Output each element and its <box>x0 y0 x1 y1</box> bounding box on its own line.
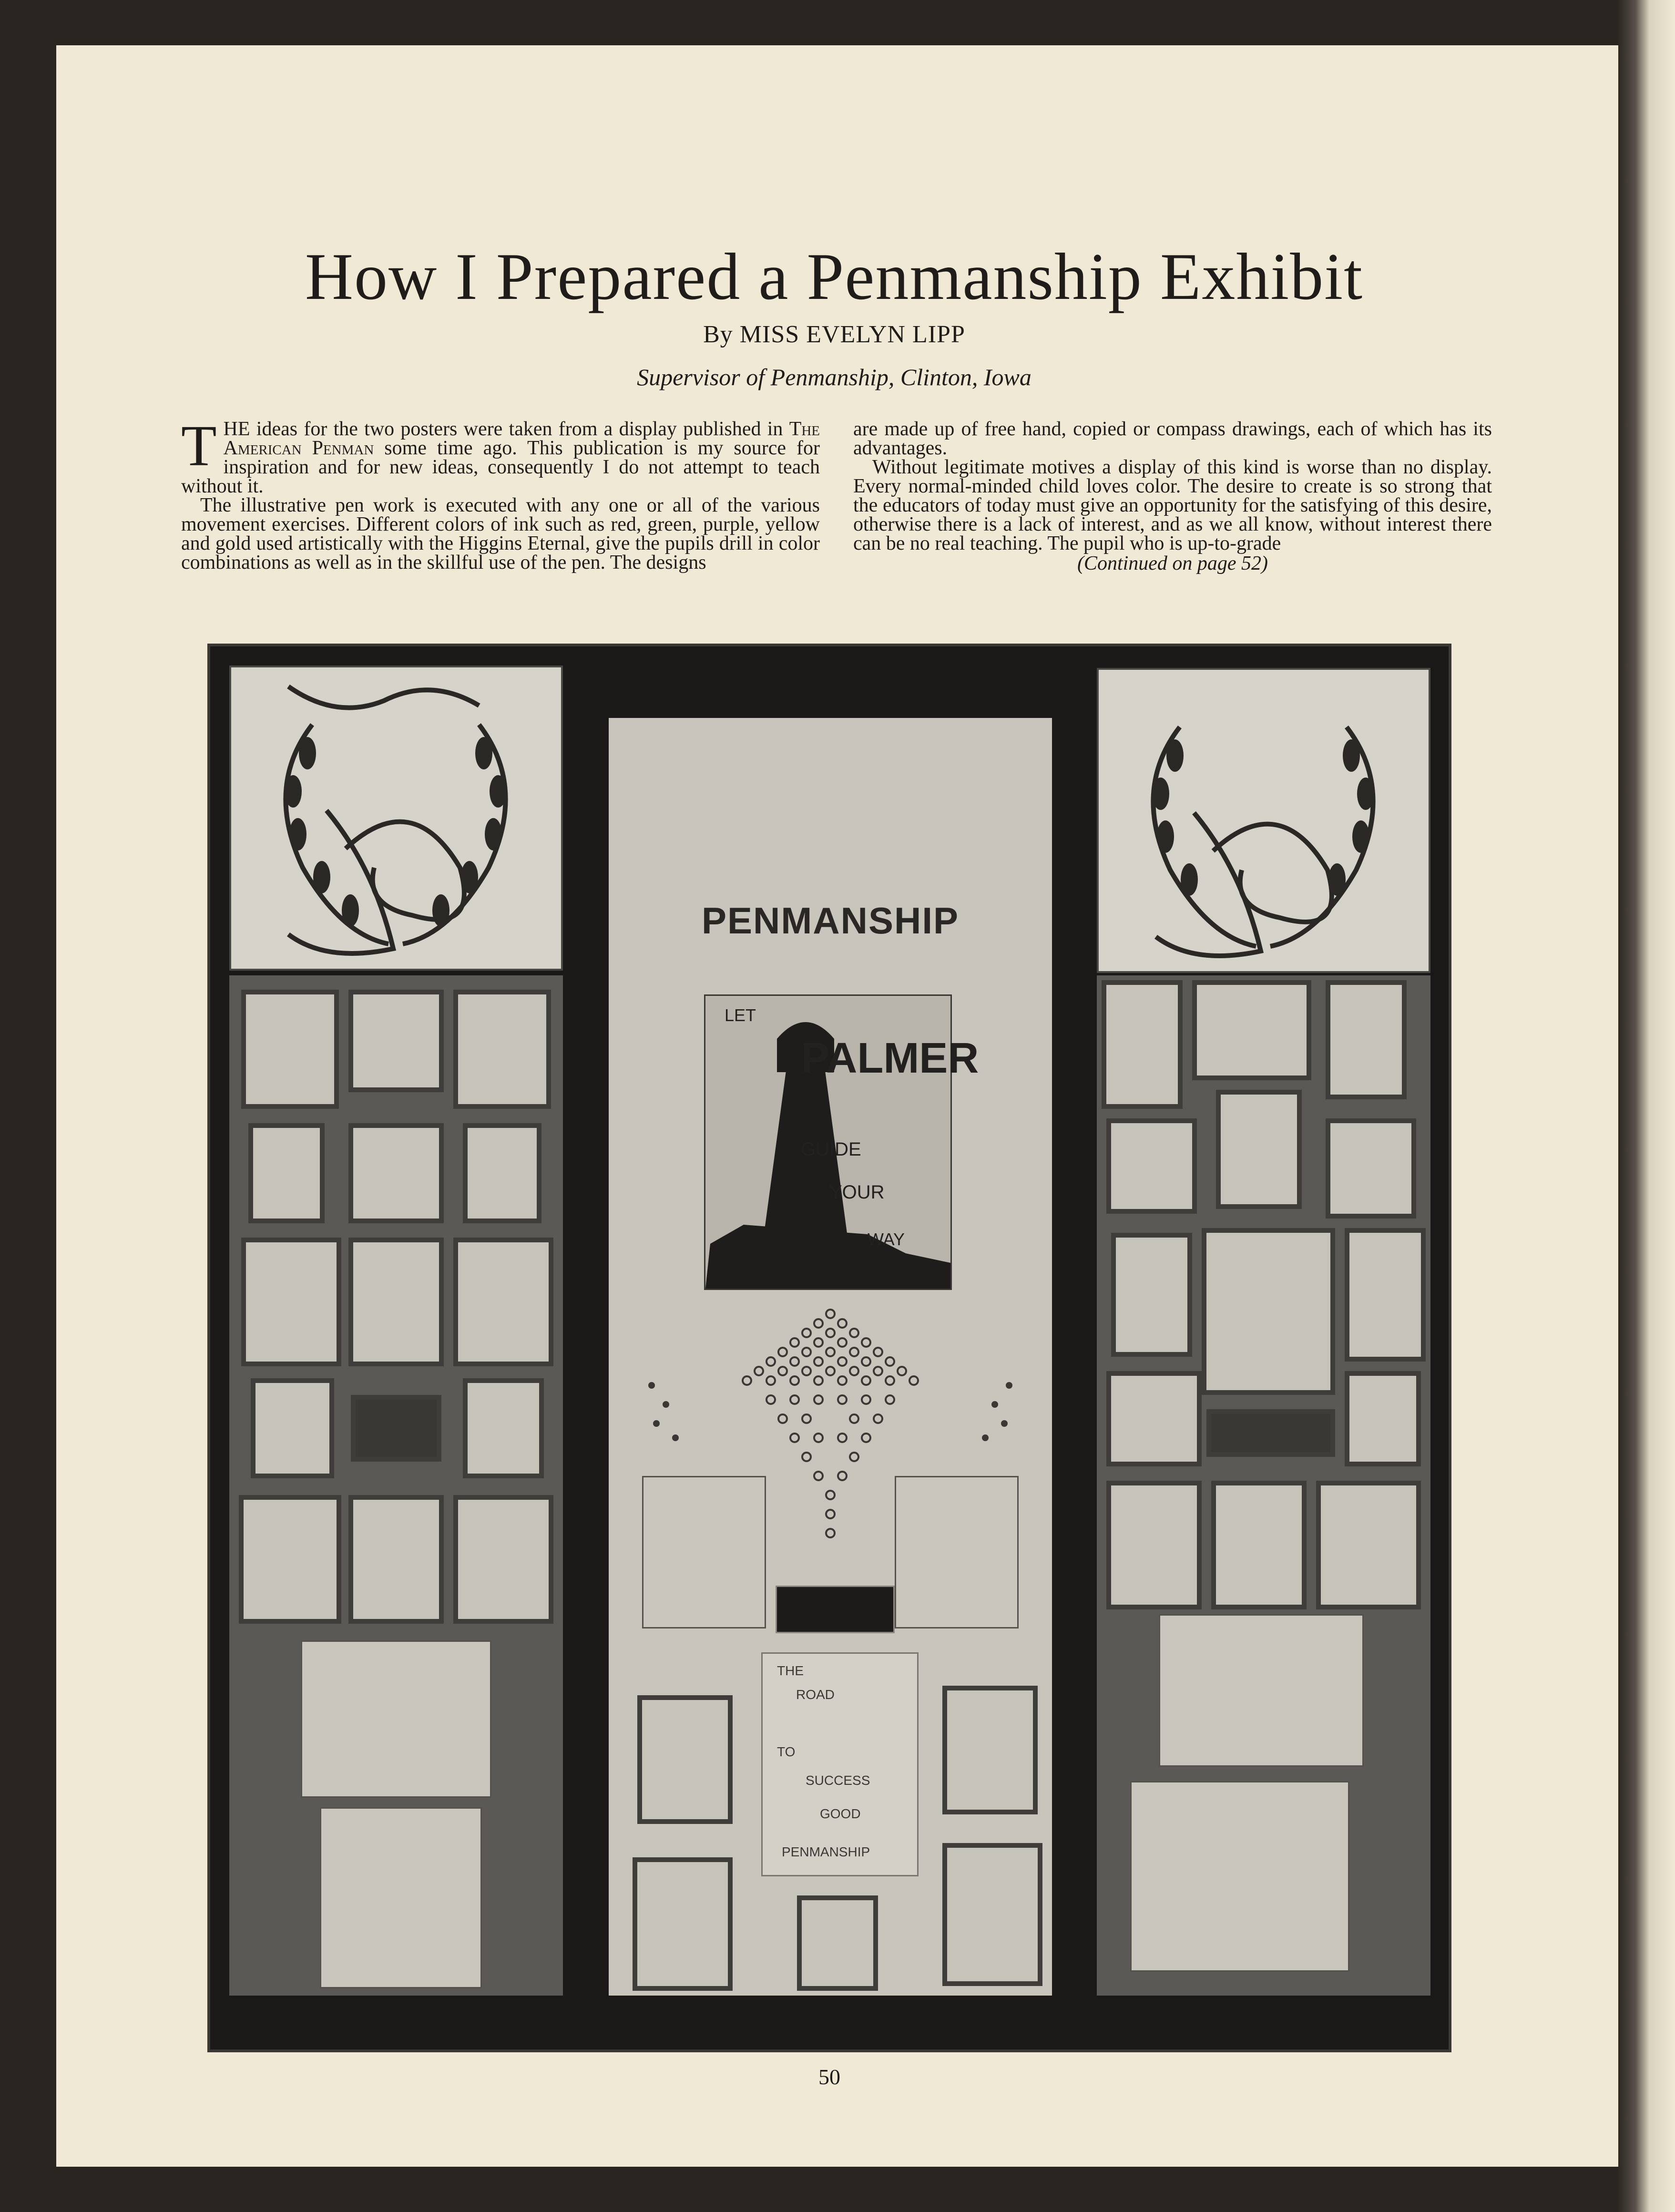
poster-heading: PENMANSHIP <box>701 900 960 942</box>
poster-word: SUCCESS <box>806 1773 870 1788</box>
poster-word: WAY <box>868 1229 905 1249</box>
artwork-frame <box>1216 1090 1302 1209</box>
artwork-frame <box>239 1495 341 1624</box>
artwork-frame <box>453 990 551 1109</box>
author-affiliation: Supervisor of Penmanship, Clinton, Iowa <box>637 364 1032 390</box>
artwork-frame <box>453 1238 553 1366</box>
center-banner <box>609 718 1052 1996</box>
certificate <box>895 1476 1019 1628</box>
wreath-icon <box>1099 670 1429 971</box>
artwork-frame <box>1326 1118 1416 1219</box>
article-title: How I Prepared a Penmanship Exhibit <box>305 240 1364 314</box>
paragraph: The illustrative pen work is executed with any one or all of the various movement exercises. Different colors of ink such as red, green, purple, yellow and gold used artistically with the Higgins Eternal, give the pupils drill in color combinations as well as in the skillful use of the pen. The designs <box>181 494 820 573</box>
road-to-success-poster <box>761 1652 919 1876</box>
wreath-poster-right <box>1097 668 1430 973</box>
artwork-frame <box>1106 1481 1202 1609</box>
artwork-frame <box>1106 1118 1197 1214</box>
artwork-frame <box>942 1843 1042 1986</box>
artwork-frame <box>453 1495 553 1624</box>
paragraph: Without legitimate motives a display of this kind is worse than no display. Every normal-minded child loves color. The desire to create is so strong that the educators of today must give an opportunity for the satisfying of this desire, otherwise there is a lack of interest, and as we all know, without interest there can be no real teaching. The pupil who is up-to-grade <box>853 456 1492 554</box>
artwork-frame <box>348 1495 444 1624</box>
artwork-frame <box>797 1895 878 1991</box>
paragraph: are made up of free hand, copied or compass drawings, each of which has its advantages. <box>853 418 1492 459</box>
artwork-frame <box>351 1395 441 1462</box>
text-column-right <box>853 420 1492 573</box>
certificate <box>642 1476 766 1628</box>
certificate <box>301 1640 491 1798</box>
artwork-frame <box>348 990 444 1092</box>
artwork-frame <box>241 1238 341 1366</box>
exhibit-photograph <box>207 644 1451 2052</box>
poster-word: PENMANSHIP <box>782 1844 870 1859</box>
artwork-frame <box>942 1686 1038 1814</box>
page-number: 50 <box>818 2065 840 2089</box>
poster-word: THE <box>777 1663 804 1678</box>
display-board-left <box>229 975 563 1996</box>
artwork-frame <box>1202 1228 1335 1395</box>
artwork-frame <box>1102 980 1183 1109</box>
artwork-frame <box>1345 1371 1421 1466</box>
book-gutter <box>1618 0 1675 2212</box>
paragraph: THE ideas for the two posters were taken from a display published in The American Penman some time ago. This publication is my source for inspiration and for new ideas, consequently I do not attempt to teach without it. <box>181 414 820 497</box>
article-byline: By MISS EVELYN LIPP <box>703 321 965 348</box>
continued-note: (Continued on page 52) <box>1077 553 1268 574</box>
poster-word: GUIDE <box>801 1139 861 1160</box>
text-column-left <box>181 414 820 573</box>
drop-cap: T <box>181 414 217 478</box>
artwork-frame <box>463 1123 541 1223</box>
poster-word: PALMER <box>801 1034 979 1082</box>
plaque <box>776 1586 895 1633</box>
certificate <box>1159 1614 1364 1767</box>
poster-word: ROAD <box>796 1687 835 1702</box>
artwork-frame <box>1192 980 1311 1080</box>
lighthouse-poster <box>704 994 979 1290</box>
poster-word: GOOD <box>820 1806 861 1821</box>
poster-word: YOUR <box>829 1182 885 1203</box>
artwork-frame <box>1106 1371 1202 1466</box>
artwork-frame <box>348 1123 444 1223</box>
artwork-frame <box>637 1695 733 1824</box>
artwork-frame <box>633 1857 733 1991</box>
artwork-frame <box>1211 1481 1307 1609</box>
artwork-frame <box>241 990 339 1109</box>
artwork-frame <box>1111 1233 1192 1357</box>
artwork-frame <box>1316 1481 1421 1609</box>
poster-word: LET <box>725 1005 756 1025</box>
artwork-frame <box>1345 1228 1426 1362</box>
artwork-frame <box>463 1378 544 1478</box>
publication-name: The American Penman <box>223 418 820 459</box>
artwork-frame <box>251 1378 334 1478</box>
artwork-frame <box>348 1238 444 1366</box>
certificate <box>320 1807 482 1988</box>
poster-word: TO <box>777 1744 796 1759</box>
wreath-icon <box>231 667 561 969</box>
artwork-frame <box>1326 980 1407 1099</box>
wreath-poster-left <box>229 666 563 971</box>
artwork-frame <box>248 1123 325 1223</box>
display-board-right <box>1097 975 1430 1996</box>
certificate <box>1130 1781 1349 1972</box>
artwork-frame <box>1206 1409 1335 1457</box>
